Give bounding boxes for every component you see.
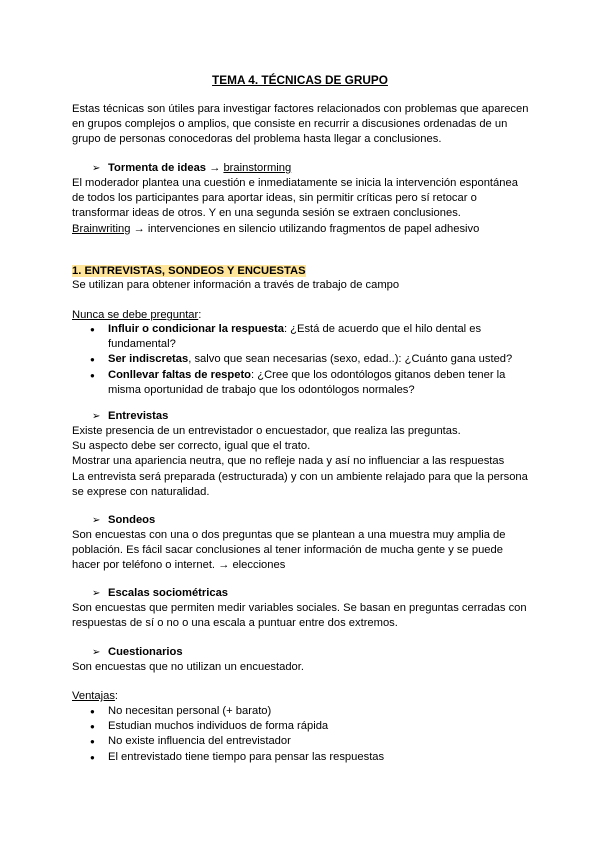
section-heading: 1. ENTREVISTAS, SONDEOS Y ENCUESTAS: [72, 265, 306, 277]
list-item: ● El entrevistado tiene tiempo para pensar las respuestas: [72, 750, 542, 765]
intro-paragraph: Estas técnicas son útiles para investigar factores relacionados con problemas que aparecen en grupos complejos o amplios, que consiste en recurrir a discusiones ordenadas de un grupo de personas conocedoras del problema hasta llegar a conclusiones.: [72, 103, 529, 146]
document-page: TEMA 4. TÉCNICAS DE GRUPO Estas técnicas son útiles para investigar factores relacionados con problemas que aparecen en grupos complejos o amplios, que consiste en recurrir a discusiones ordenadas de un grupo de personas conocedoras del problema hasta llegar a conclusiones. ➢ Tormenta de ideas → brainstorming El moderador plantea una cuestión e inmediatamente se inicia la intervención espontánea de todos los participantes para aportar ideas, sin permitir críticas pero sí retocar o transformar ideas de otros. Y en una segunda sesión se extraen conclusiones. Brainwriting → intervenciones en silencio utilizando fragmentos de papel adhesivo 1. ENTREVISTAS, SONDEOS Y ENCUESTAS Se utilizan para obtener información a través de trabajo de campo Nunca se debe preguntar: ● Influir o condicionar la respuesta: ¿Está de acuerdo que el hilo dental es fundamental? ● Ser indiscretas, salvo que sean necesarias (sexo, edad..): ¿Cuánto gana usted? ● Conllevar faltas de respeto: ¿Cree que los odontólogos gitanos deben tener la misma oportunidad de trabajo que los odontólogos normales? ➢ Entrevistas Existe presencia de un entrevistador o encuestador, que realiza las preguntas. Su aspecto debe ser correcto, igual que el trato. Mostrar una apariencia neutra, que no refleje nada y así no influenciar a las respuestas La entrevista será preparada (estructurada) y con un ambiente relajado para que la persona se exprese con naturalidad. ➢ Sondeos Son encuestas con una o dos preguntas que se plantean a una muestra muy amplia de población. Es fácil sacar conclusiones al tener información de mucha gente y se puede hacer por teléfono o internet. → elecciones ➢ Escalas sociométricas Son encuestas que permiten medir variables sociales. Se basan en preguntas cerradas con respuestas de sí o no o una escala a puntuar entre dos extremos. ➢ Cuestionarios Son encuestas que no utilizan un encuestador. Ventajas: ● No necesitan personal (+ barato) ● Estudian muchos individuos de forma rápida ● No existe influencia del entrevistador ● El entrevistado tiene tiempo para pensar las respuestas: [0, 0, 600, 848]
list-item: ● Estudian muchos individuos de forma rápida: [72, 719, 542, 734]
section-subtitle: Se utilizan para obtener información a través de trabajo de campo: [72, 279, 400, 291]
arrow-bullet-icon: ➢: [92, 411, 101, 422]
escalas-paragraph: Son encuestas que permiten medir variables sociales. Se basan en preguntas cerradas con respuestas de sí o no o una escala a puntuar entre dos extremos.: [72, 602, 527, 630]
arrow-bullet-icon: ➢: [92, 163, 101, 174]
page-title: TEMA 4. TÉCNICAS DE GRUPO: [212, 73, 388, 87]
list-item: ● No existe influencia del entrevistador: [72, 734, 542, 749]
arrow-bullet-icon: ➢: [92, 588, 101, 599]
list-item: ● No necesitan personal (+ barato): [72, 704, 542, 719]
list-item: ● Ser indiscretas, salvo que sean necesarias (sexo, edad..): ¿Cuánto gana usted?: [72, 352, 542, 367]
nunca-list: [72, 322, 542, 398]
arrow-bullet-icon: ➢: [92, 647, 101, 658]
sondeos-paragraph: Son encuestas con una o dos preguntas que se plantean a una muestra muy amplia de población. Es fácil sacar conclusiones al tener información de mucha gente y se puede hacer por teléfono o internet. → elecciones: [72, 529, 506, 572]
cuestionarios-paragraph: Son encuestas que no utilizan un encuestador.: [72, 661, 304, 673]
ventajas-list: [72, 704, 542, 765]
brainstorming-term: brainstorming: [223, 162, 292, 174]
tormenta-paragraph: El moderador plantea una cuestión e inmediatamente se inicia la intervención espontánea de todos los participantes para aportar ideas, sin permitir críticas pero sí retocar o transformar ideas de otros. Y en una segunda sesión se extraen conclusiones. Brainwriting → intervenciones en silencio utilizando fragmentos de papel adhesivo: [72, 176, 532, 237]
brainwriting-line: Brainwriting → intervenciones en silencio utilizando fragmentos de papel adhesivo: [72, 222, 480, 235]
arrow-bullet-icon: ➢: [92, 515, 101, 526]
ventajas-label: Ventajas:: [72, 690, 119, 702]
list-item: ● Influir o condicionar la respuesta: ¿Está de acuerdo que el hilo dental es fundamental?: [72, 322, 542, 352]
nunca-label: Nunca se debe preguntar:: [72, 309, 202, 321]
entrevistas-paragraph: Existe presencia de un entrevistador o encuestador, que realiza las preguntas. Su aspecto debe ser correcto, igual que el trato. Mostrar una apariencia neutra, que no refleje nada y así no influenciar a las respuestas La entrevista será preparada (estructurada) y con un ambiente relajado para que la persona se exprese con naturalidad.: [72, 425, 528, 498]
list-item: ● Conllevar faltas de respeto: ¿Cree que los odontólogos gitanos deben tener la misma oportunidad de trabajo que los odontólogos normales?: [72, 368, 542, 398]
